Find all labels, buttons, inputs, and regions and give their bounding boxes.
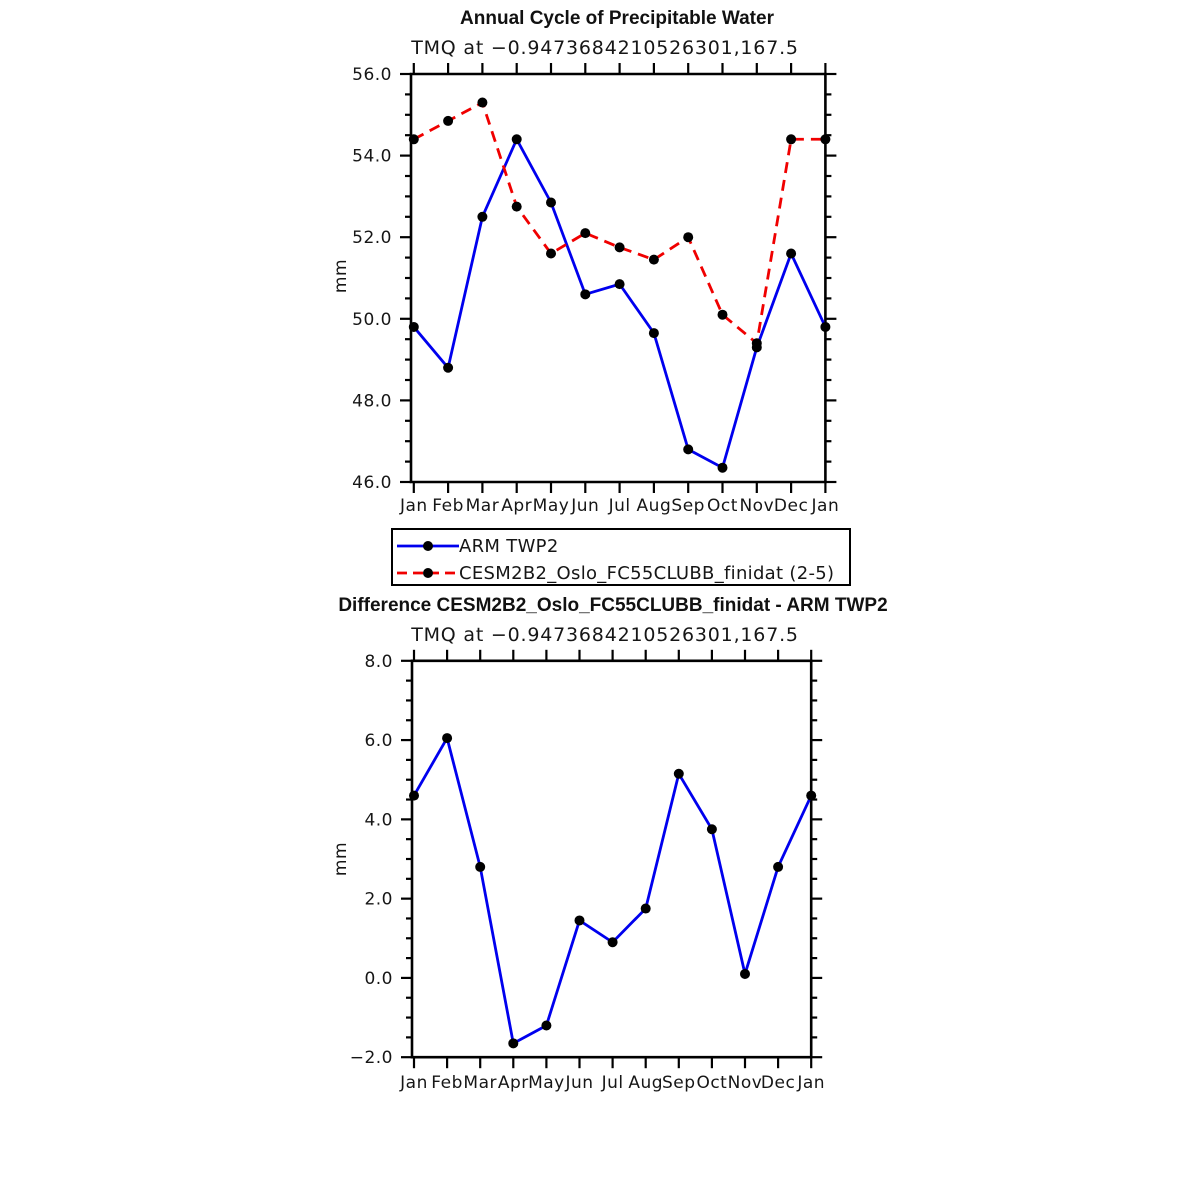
y-tick-label: 54.0 (352, 146, 392, 167)
top-chart-subtitle: TMQ at −0.9473684210526301,167.5 (411, 37, 799, 59)
x-tick-label: Feb (431, 1073, 463, 1093)
y-tick-label: −2.0 (349, 1048, 393, 1069)
x-tick-label: Apr (501, 496, 533, 516)
g-top-series-1-marker (615, 242, 625, 252)
g-bottom-frame (412, 661, 811, 1057)
g-top-series-1-marker (683, 232, 693, 242)
g-bottom-series-0-marker (641, 904, 651, 914)
y-tick-label: 6.0 (364, 731, 393, 752)
g-top-series-0-marker (546, 198, 556, 208)
g-top-series-1-marker (752, 338, 762, 348)
top-chart-y-axis-label: mm (331, 258, 351, 294)
g-bottom-series-0-marker (475, 862, 485, 872)
g-top-series-0-marker (683, 444, 693, 454)
bottom-chart-title: Difference CESM2B2_Oslo_FC55CLUBB_finidat - ARM TWP2 (338, 595, 888, 616)
y-tick-label: 50.0 (352, 309, 392, 330)
g-top-series-1-marker (580, 228, 590, 238)
g-top-series-0-marker (786, 249, 796, 259)
g-top-series-0-line (414, 139, 826, 467)
x-tick-label: Aug (636, 496, 672, 516)
g-bottom-series-0-marker (608, 937, 618, 947)
y-tick-label: 56.0 (352, 65, 392, 85)
y-tick-label: 2.0 (364, 889, 393, 910)
y-tick-label: 52.0 (352, 228, 392, 249)
g-bottom-series-0-marker (707, 824, 717, 834)
g-top-series-1-marker (786, 134, 796, 144)
y-tick-label: 8.0 (364, 651, 393, 672)
x-tick-label: May (528, 1073, 565, 1093)
legend-label-arm: ARM TWP2 (459, 535, 559, 557)
g-top-series-0-marker (409, 322, 419, 332)
x-tick-label: Jun (565, 1073, 594, 1093)
g-bottom-series-0-marker (773, 862, 783, 872)
g-top-frame (411, 74, 825, 482)
bottom-chart-subtitle: TMQ at −0.9473684210526301,167.5 (411, 624, 799, 646)
g-top-series-1-marker (546, 249, 556, 259)
g-bottom-series-0-marker (541, 1020, 551, 1030)
g-top-series-1-marker (443, 116, 453, 126)
x-tick-label: Oct (707, 496, 738, 516)
legend-row-arm (397, 535, 559, 557)
g-bottom-series-0-marker (674, 769, 684, 779)
y-tick-label: 48.0 (352, 391, 392, 412)
x-tick-label: Jan (811, 496, 840, 516)
g-top-series-1-line (414, 103, 826, 344)
x-tick-label: Oct (696, 1073, 728, 1093)
x-tick-label: Apr (497, 1073, 529, 1093)
y-tick-label: 4.0 (364, 810, 393, 831)
x-tick-label: Aug (628, 1073, 664, 1093)
x-tick-label: Feb (432, 496, 464, 516)
legend-sample-arm-icon (397, 539, 459, 553)
cesm-marker-sample (423, 568, 433, 578)
g-top-series-1-marker (718, 310, 728, 320)
x-tick-label: Nov (727, 1073, 763, 1093)
g-bottom-series-0-marker (442, 733, 452, 743)
g-bottom-series-0-line (414, 738, 811, 1043)
x-tick-label: Sep (662, 1073, 696, 1093)
legend-sample-cesm-icon (397, 566, 459, 580)
g-top-series-0-marker (615, 279, 625, 289)
g-top-series-0-marker (477, 212, 487, 222)
g-bottom-series-0-marker (575, 915, 585, 925)
legend-label-cesm: CESM2B2_Oslo_FC55CLUBB_finidat (2-5) (459, 562, 835, 584)
bottom-chart (350, 650, 825, 1093)
x-tick-label: May (532, 496, 570, 516)
g-top-series-0-marker (820, 322, 830, 332)
x-tick-label: Jun (571, 496, 600, 516)
g-top-series-1-marker (649, 255, 659, 265)
x-tick-label: Jan (399, 496, 428, 516)
top-chart-title: Annual Cycle of Precipitable Water (460, 8, 774, 29)
top-chart (352, 63, 839, 516)
g-bottom-series-0-marker (806, 791, 816, 801)
x-tick-label: Mar (463, 1073, 497, 1093)
legend (391, 528, 851, 586)
g-bottom-series-0-marker (409, 791, 419, 801)
x-tick-label: Jan (797, 1073, 826, 1093)
arm-marker-sample (423, 541, 433, 551)
g-top-series-0-marker (580, 289, 590, 299)
x-tick-label: Jul (601, 1073, 624, 1093)
g-top-series-0-marker (443, 363, 453, 373)
x-tick-label: Dec (773, 496, 809, 516)
bottom-chart-y-axis-label: mm (331, 841, 351, 877)
g-bottom-series-0-marker (740, 969, 750, 979)
g-top-series-0-marker (649, 328, 659, 338)
x-tick-label: Jan (400, 1073, 428, 1093)
x-tick-label: Jul (608, 496, 631, 516)
g-top-series-0-marker (718, 463, 728, 473)
g-top-series-0-marker (512, 134, 522, 144)
g-top-series-1-marker (477, 98, 487, 108)
y-tick-label: 46.0 (352, 473, 392, 493)
y-tick-label: 0.0 (364, 968, 393, 989)
g-bottom-series-0-marker (508, 1038, 518, 1048)
x-tick-label: Dec (760, 1073, 796, 1093)
g-top-series-1-marker (820, 134, 830, 144)
x-tick-label: Mar (465, 496, 500, 516)
x-tick-label: Nov (739, 496, 775, 516)
g-top-series-1-marker (409, 134, 419, 144)
g-top-series-1-marker (512, 202, 522, 212)
x-tick-label: Sep (671, 496, 705, 516)
legend-row-cesm (397, 562, 834, 584)
